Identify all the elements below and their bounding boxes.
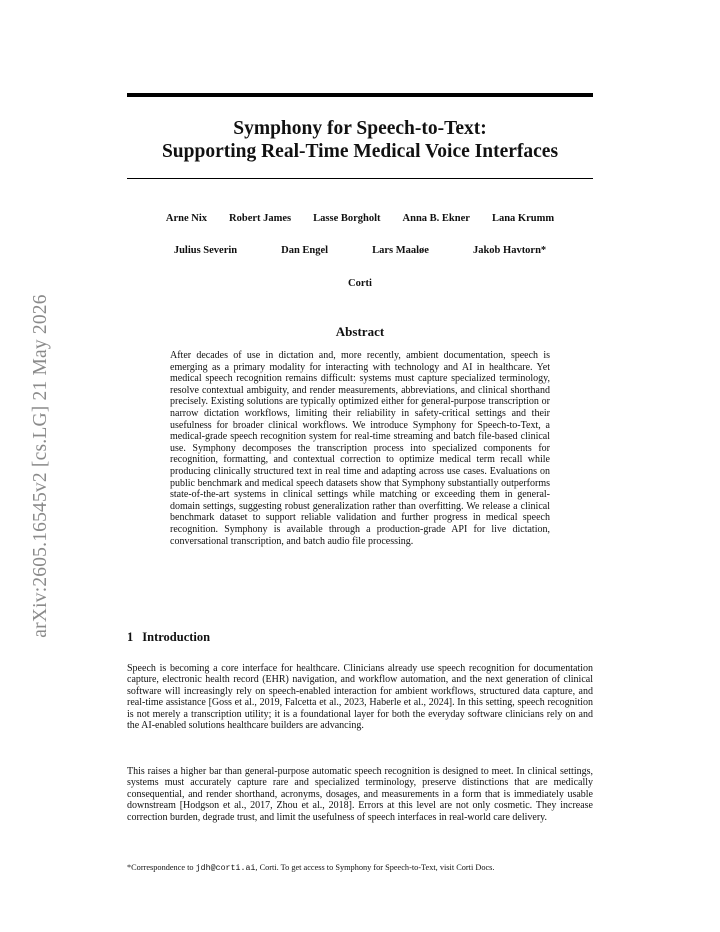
author-name: Arne Nix xyxy=(165,213,208,224)
abstract-text: After decades of use in dictation and, more recently, ambient documentation, speech is emerging as a primary modality for interacting with technology and AI in healthcare. Yet medical speech recognition remains difficult: systems must capture specialized terminology, resolve contextual ambiguity, and render measurements, abbreviations, and clinical shorthand precisely. Existing solutions are typically optimized either for general-purpose transcription or narrow dictation workflows, limiting their reliability in safety-critical settings and their usefulness for broader clinical workflows. We introduce Symphony for Speech-to-Text, a medical-grade speech recognition system for real-time streaming and batch file-based clinical use. Symphony decomposes the transcription process into specialized components for recognition, formatting, and contextual correction to optimize medical term recall while producing clinically structured text in real time and adapting across use cases. Evaluations on public benchmark and medical speech datasets show that Symphony substantially outperforms state-of-the-art systems in clinical settings while matching or exceeding them in general-domain settings, suggesting robust generalization rather than overfitting. We release a clinical benchmark dataset to support reliable validation and further progress in medical speech recognition. Symphony is available through a production-grade API for live dictation, conversational transcription, and batch audio file processing. xyxy=(170,350,550,547)
intro-paragraph-1: Speech is becoming a core interface for healthcare. Clinicians already use speech recognition for documentation capture, electronic health record (EHR) navigation, and workflow automation, and the next generation of clinical software will increasingly rely on speech-enabled interaction for ambient workflows, structured data capture, and real-time assistance [Goss et al., 2019, Falcetta et al., 2023, Haberle et al., 2024]. In this setting, speech recognition is not merely a transcription utility; it is a foundational layer for both the everyday software clinicians rely on and the AI-enabled solutions healthcare builders are advancing. xyxy=(127,663,593,732)
title-bottom-rule xyxy=(127,178,593,179)
author-name: Lana Krumm xyxy=(491,213,555,224)
section-number: 1 xyxy=(127,630,134,644)
intro-paragraph-2: This raises a higher bar than general-purpose automatic speech recognition is designed to meet. In clinical settings, systems must accurately capture rare and specialized terminology, preserve distinctions that are medically consequential, and render shorthand, acronyms, dosages, and measurements in a form that is immediately usable downstream [Hodgson et al., 2017, Zhou et al., 2018]. Errors at this level are not only cosmetic. They increase correction burden, degrade trust, and limit the usefulness of speech interfaces in real-world care delivery. xyxy=(127,766,593,823)
title-line-1: Symphony for Speech-to-Text: xyxy=(233,118,487,139)
author-name: Julius Severin xyxy=(173,245,238,256)
footnote-suffix: , Corti. To get access to Symphony for Speech-to-Text, visit Corti Docs. xyxy=(255,863,495,872)
arxiv-identifier: arXiv:2605.16545v2 [cs.LG] 21 May 2026 xyxy=(30,294,51,638)
footnote-prefix: *Correspondence to xyxy=(127,863,196,872)
correspondence-footnote xyxy=(127,863,593,874)
author-name: Dan Engel xyxy=(281,245,329,256)
abstract-heading: Abstract xyxy=(335,324,385,339)
affiliation: Corti xyxy=(348,278,372,289)
section-heading xyxy=(127,630,210,645)
author-name: Robert James xyxy=(229,213,292,224)
author-name: Jakob Havtorn* xyxy=(472,245,547,256)
author-name: Anna B. Ekner xyxy=(402,213,470,224)
section-title: Introduction xyxy=(142,630,211,644)
paper-title xyxy=(127,117,593,163)
author-name: Lars Maaløe xyxy=(372,245,429,256)
author-name: Lasse Borgholt xyxy=(313,213,381,224)
correspondence-email[interactable]: jdh@corti.ai xyxy=(195,864,256,873)
author-row-1 xyxy=(127,213,593,224)
title-top-rule xyxy=(127,93,593,97)
title-line-2: Supporting Real-Time Medical Voice Interfaces xyxy=(161,141,559,162)
author-row-2 xyxy=(127,245,593,256)
